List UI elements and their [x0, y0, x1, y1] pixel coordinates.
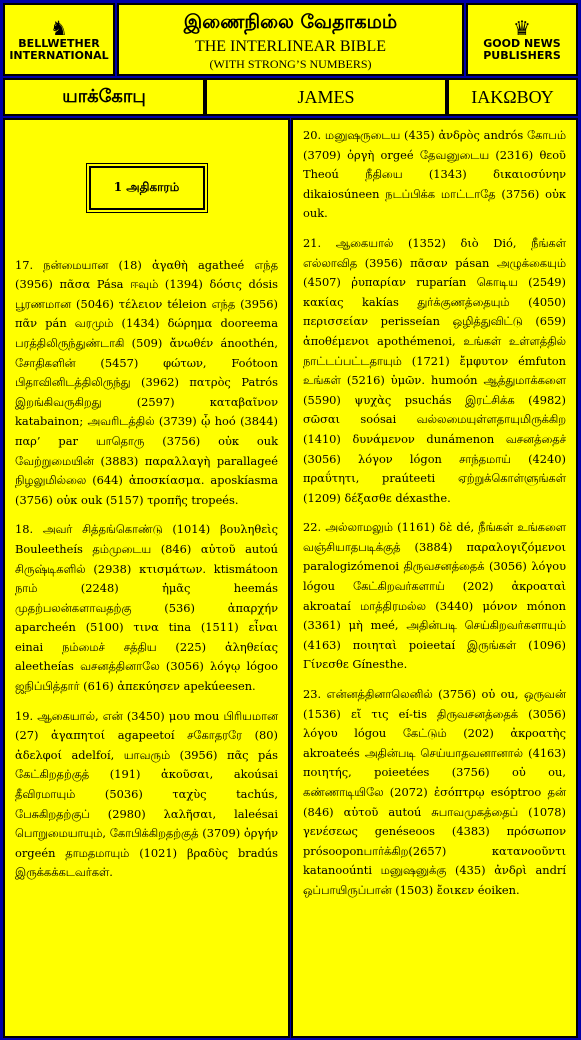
lamb-icon: ♛ — [513, 15, 531, 40]
book-greek: ΙΑΚΩΒΟΥ — [447, 78, 578, 116]
verse-21: 21. ஆகையால் (1352) διὸ Dió, நீங்கள் எல்லாவித (3956) πᾶσαν pásan அழுக்கையும் (4507) ῥυπαρίαν ruparían கொடிய (2549) κακίας kakías துர்க்குணத்தையும் (4050) περισσείαν perisseían ஒழித்துவிட்டு (659) ἀποθέμενοι apothémenoi, உங்கள் உள்ளத்தில் நாட்டப்பட்டதாயும் (1721) ἔμφυτον émfuton உங்கள் (5216) ὑμῶν. humoón ஆத்துமாக்களை (5590) ψυχὰς psuchás இரட்சிக்க (4982) σῶσαι soósai வல்லமையுள்ளதாயுமிருக்கிற (1410) δυνάμενον dunámenon வசனத்தைச் (3056) λόγον lógon சாந்தமாய் (4240) πραΰτητι, praúteeti ஏற்றுக்கொள்ளுங்கள் (1209) δέξασθε déxasthe. — [303, 235, 566, 505]
good-news-logo-text: GOOD NEWS PUBLISHERS — [483, 36, 561, 62]
title-tamil: இணைநிலை வேதாகமம் — [183, 11, 398, 33]
verse-22: 22. அல்லாமலும் (1161) δὲ dé, நீங்கள் உங்களை வஞ்சியாதபடிக்குத் (3884) παραλογιζόμενοι paralogizómenoi திருவசனத்தைக் (3056) λόγου lógou கேட்கிறவர்களாய் (202) ἀκροαταὶ akroataí மாத்திரமல்ல (3440) μόνον mónon (3361) μὴ meé, அதின்படி செய்கிறவர்களாயும் (4163) ποιηταὶ poieetaí இருங்கள் (1096) Γίνεσθε Gínesthe. — [303, 520, 566, 672]
title-block — [117, 3, 464, 76]
book-tamil: யாக்கோபு — [3, 78, 205, 116]
good-news-logo — [466, 3, 578, 76]
verse-23: 23. என்னத்தினாலெனில் (3756) οὐ ou, ஒருவன் (1536) εἴ τις eí-tis திருவசனத்தைக் (3056) λόγου lógou கேட்டும் (202) ἀκροατὴς akroateés அதின்படி செய்யாதவனானால் (4163) ποιητής, poieetées (3756) οὐ ou, கண்ணாடியிலே (2072) ἐσόπτρῳ esóptroo தன் (846) αὐτοῦ autoú சுபாவமுகத்தைப் (1078) γενέσεως genéseoos (4383) πρόσωπον prósooponபார்க்கிற(2657) κατανοοῦντι katanooúnti மனுஷனுக்கு (435) ἀνδρὶ andrí ஒப்பாயிருப்பான் (1503) ἔοικεν éoiken. — [303, 687, 566, 897]
ram-icon: ♞ — [50, 15, 68, 40]
verse-20: 20. மனுஷருடைய (435) ἀνδρὸς andrós கோபம் (3709) ὀργὴ orgeé தேவனுடைய (2316) θεοῦ Theoú நீதியை (1343) δικαιοσύνην dikaiosúneen நடப்பிக்க மாட்டாதே (3756) οὐκ ouk. — [303, 128, 566, 221]
bellwether-logo — [3, 3, 115, 76]
bellwether-logo-text: BELLWETHER INTERNATIONAL — [9, 36, 109, 62]
right-column — [291, 118, 578, 1038]
verse-19: 19. ஆகையால், என் (3450) μου mou பிரியமான (27) ἀγαπητοί agapeetoí சகோதரரே (80) ἀδελφοί adelfoí, யாவரும் (3956) πᾶς pás கேட்கிறதற்குத் (191) ἀκοῦσαι, akoúsai தீவிரமாயும் (5036) ταχὺς tachús, பேசுகிறதற்குப் (2980) λαλῆσαι, laleésai பொறுமையாயும், கோபிக்கிறதற்குத் (3709) ὀργήν orgeén தாமதமாயும் (1021) βραδὺς bradús இருக்கக்கடவர்கள். — [15, 708, 278, 880]
verse-17: 17. நன்மையான (18) ἀγαθὴ agatheé எந்த (3956) πᾶσα Pása ஈவும் (1394) δόσις dósis பூரணமான (5046) τέλειον téleion எந்த (3956) πᾶν pán வரமும் (1434) δώρημα dooreema பரத்திலிருந்துண்டாகி (509) ἄνωθέν ánoothén, சோதிகளின் (5457) φώτων, Foótoon பிதாவினிடத்திலிருந்து (3962) πατρὸς Patrós இறங்கிவருகிறது (2597) καταβαῖνον katabainon; அவரிடத்தில் (3739) ᾧ hoó (3844) παρ’ par யாதொரு (3756) οὐκ ouk வேற்றுமையின் (3883) παραλλαγὴ parallageé நிழலுமில்லை (644) ἀποσκίασμα. aposkíasma (3756) οὐκ ouk (5157) τροπῆς tropeés. — [15, 257, 278, 507]
chapter-label: 1 அதிகாரம் — [89, 166, 205, 210]
left-column — [3, 118, 290, 1038]
book-english: JAMES — [205, 78, 447, 116]
title-english: THE INTERLINEAR BIBLE — [194, 38, 387, 55]
title-subtitle: (WITH STRONG’S NUMBERS) — [209, 57, 372, 71]
verse-18: 18. அவர் சித்தங்கொண்டு (1014) βουληθεὶς Bouleetheís தம்முடைய (846) αὐτοῦ autoú சிருஷ்டிகளில் (2938) κτισμάτων. ktismátoon நாம் (2248) ἡμᾶς heemás முதற்பலன்களாவதற்கு (536) ἀπαρχήν aparcheén (5100) τινα tina (1511) εἶναι einai நம்மைச் சத்திய (225) ἀληθείας aleetheías வசனத்தினாலே (3056) λόγῳ lógoo ஜநிப்பித்தார் (616) ἀπεκύησεν apekúeesen. — [15, 522, 278, 694]
